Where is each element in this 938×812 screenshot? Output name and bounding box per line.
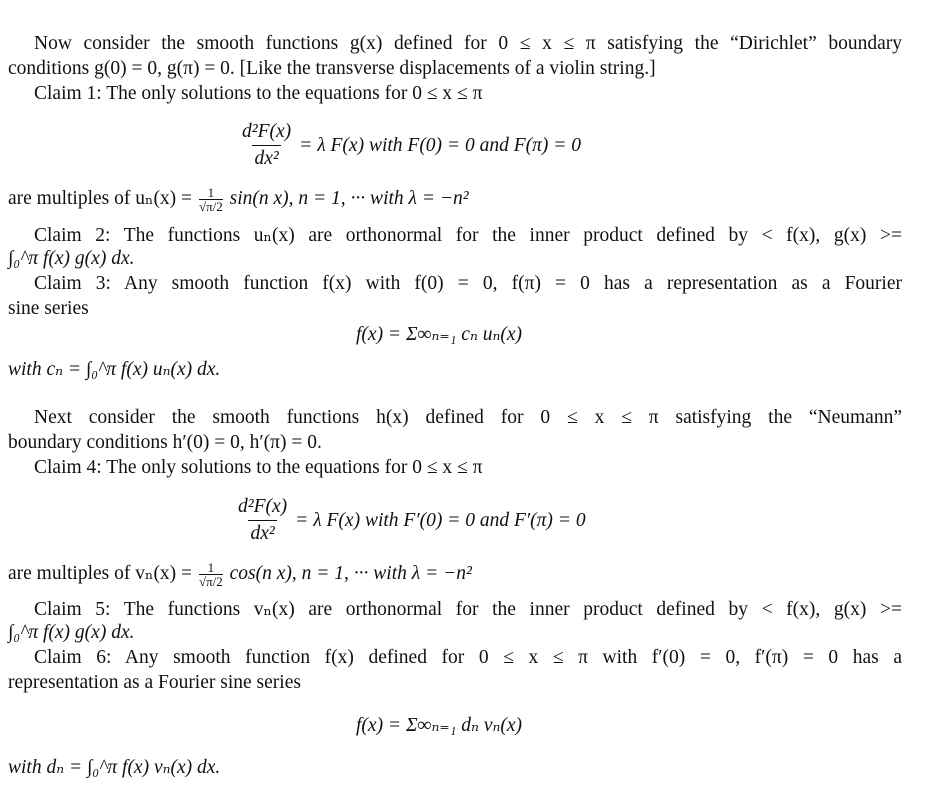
neumann-fourier-series: f(x) = Σ∞ₙ₌₁ dₙ vₙ(x) [356,715,523,736]
dirichlet-intro-line2: conditions g(0) = 0, g(π) = 0. [Like the transverse displacements of a violin string.] [8,58,656,79]
dirichlet-intro-line1: Now consider the smooth functions g(x) defined for 0 ≤ x ≤ π satisfying the “Dirichlet” boundary [34,33,902,54]
normalization-numerator: 1 [207,560,215,576]
fraction-denominator: dx² [248,520,276,545]
normalization-fraction [199,186,223,213]
dirichlet-equation [240,121,581,170]
multiples-prefix: are multiples of vₙ(x) = [8,563,193,584]
equation-rhs: = λ F(x) with F′(0) = 0 and F′(π) = 0 [295,509,586,531]
normalization-numerator: 1 [207,185,215,201]
normalization-denominator: √π/2 [198,199,223,215]
neumann-eigenfunctions [8,561,472,588]
fraction-numerator: d²F(x) [242,121,292,142]
fraction-denominator: dx² [252,145,280,170]
claim3-line1: Claim 3: Any smooth function f(x) with f(0) = 0, f(π) = 0 has a representation as a Fourier [34,273,902,294]
multiples-prefix: are multiples of uₙ(x) = [8,188,193,209]
dirichlet-coefficient: with cₙ = ∫₀^π f(x) uₙ(x) dx. [8,359,221,380]
equation-rhs: = λ F(x) with F(0) = 0 and F(π) = 0 [299,134,582,156]
second-derivative-fraction [236,496,289,545]
neumann-intro-line2: boundary conditions h′(0) = 0, h′(π) = 0. [8,432,322,453]
claim6-line2: representation as a Fourier sine series [8,672,301,693]
multiples-suffix: sin(n x), n = 1, ··· with λ = −n² [229,188,469,209]
claim6-line1: Claim 6: Any smooth function f(x) defined for 0 ≤ x ≤ π with f′(0) = 0, f′(π) = 0 has a [34,647,902,668]
neumann-intro-line1: Next consider the smooth functions h(x) defined for 0 ≤ x ≤ π satisfying the “Neumann” [34,407,902,428]
claim5-line2: ∫₀^π f(x) g(x) dx. [8,622,135,643]
claim5-line1: Claim 5: The functions vₙ(x) are orthonormal for the inner product defined by < f(x), g(x) >= [34,599,902,620]
claim2-line2: ∫₀^π f(x) g(x) dx. [8,248,135,269]
second-derivative-fraction [240,121,293,170]
dirichlet-eigenfunctions [8,186,469,213]
claim4-text: Claim 4: The only solutions to the equations for 0 ≤ x ≤ π [34,457,483,478]
claim3-line2: sine series [8,298,89,319]
neumann-equation [236,496,586,545]
fraction-numerator: d²F(x) [238,496,288,517]
dirichlet-fourier-series: f(x) = Σ∞ₙ₌₁ cₙ uₙ(x) [356,324,523,345]
neumann-coefficient: with dₙ = ∫₀^π f(x) vₙ(x) dx. [8,757,221,778]
multiples-suffix: cos(n x), n = 1, ··· with λ = −n² [229,563,472,584]
claim1-text: Claim 1: The only solutions to the equations for 0 ≤ x ≤ π [34,83,483,104]
normalization-denominator: √π/2 [198,574,223,590]
normalization-fraction [199,561,223,588]
claim2-line1: Claim 2: The functions uₙ(x) are orthonormal for the inner product defined by < f(x), g(x) >= [34,225,902,246]
